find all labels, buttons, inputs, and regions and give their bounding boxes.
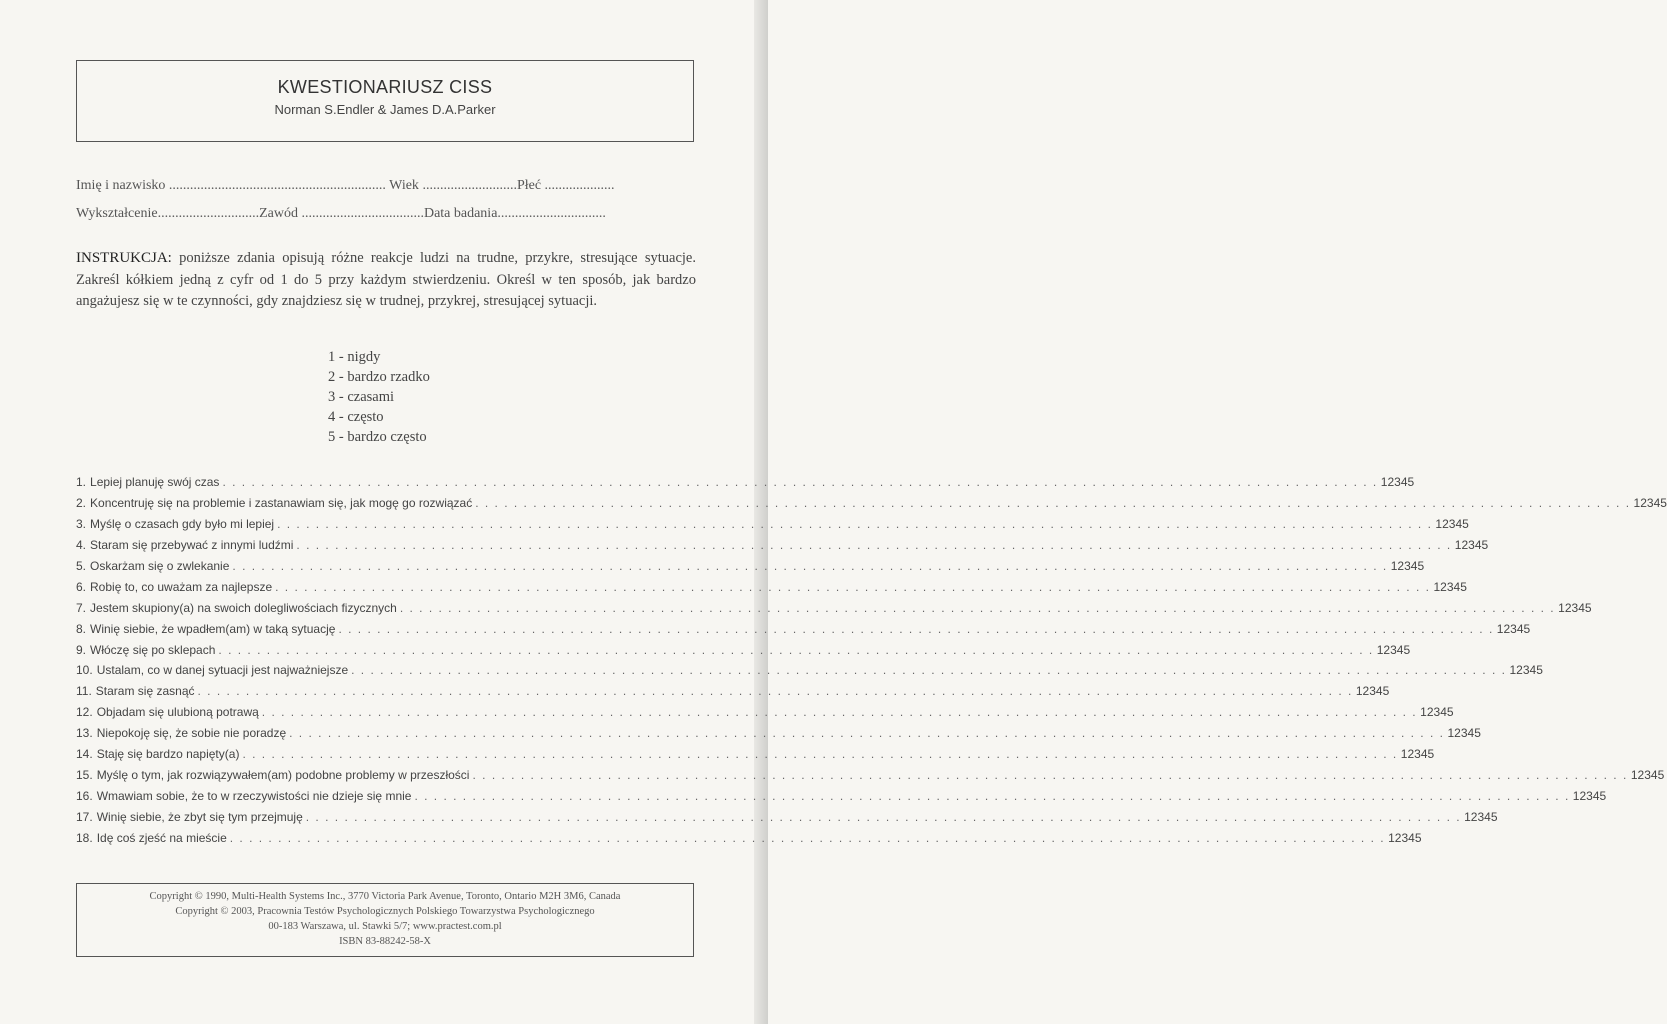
answer-option[interactable]: 1 (1435, 517, 1443, 532)
answer-options (1634, 496, 1667, 510)
question-text: Myślę o tym, jak rozwiązywałem(am) podobne problemy w przeszłości (96, 767, 470, 782)
answer-option[interactable]: 3 (1644, 767, 1651, 782)
answer-option[interactable]: 2 (1362, 684, 1370, 699)
answer-option[interactable]: 4 (1474, 538, 1482, 553)
answer-option[interactable]: 5 (1536, 663, 1543, 678)
question-item (76, 556, 1425, 577)
age-field[interactable]: ........................... (422, 178, 517, 193)
answer-option[interactable]: 2 (1397, 559, 1405, 573)
answer-option[interactable]: 2 (1640, 496, 1647, 511)
answer-option[interactable]: 3 (1446, 579, 1454, 594)
question-number: 16. (76, 788, 93, 803)
answer-option[interactable]: 4 (1516, 621, 1524, 636)
question-number: 15. (76, 767, 93, 782)
answer-option[interactable]: 1 (1447, 726, 1455, 741)
answer-option[interactable]: 5 (1474, 726, 1481, 741)
question-item (76, 806, 1498, 827)
answer-option[interactable]: 3 (1369, 684, 1376, 699)
question-text: Oskarżam się o zwlekanie (90, 559, 230, 573)
occupation-label: Zawód (259, 206, 298, 221)
answer-option[interactable]: 4 (1455, 517, 1463, 532)
answer-option[interactable]: 2 (1503, 621, 1511, 636)
form-row-2 (76, 206, 686, 222)
question-text: Robię to, co uważam za najlepsze (90, 579, 273, 594)
publisher-address: 00-183 Warszawa, ul. Stawki 5/7; www.practest.com.pl (268, 921, 502, 932)
answer-option[interactable]: 4 (1440, 705, 1447, 720)
question-text: Lepiej planuję swój czas (90, 475, 220, 490)
answer-option[interactable]: 4 (1396, 642, 1404, 657)
answer-option[interactable]: 5 (1584, 600, 1592, 615)
answer-option[interactable]: 5 (1417, 559, 1425, 573)
question-number: 11. (76, 684, 92, 699)
answer-option[interactable]: 4 (1408, 830, 1415, 845)
answer-option[interactable]: 3 (1522, 663, 1530, 678)
question-number: 4. (76, 538, 87, 553)
answer-option[interactable]: 4 (1375, 684, 1383, 699)
answer-option[interactable]: 2 (1564, 600, 1572, 615)
leader-dots: . . . . . . . . . . . . . . . . . . . . . . . . . . . . . . . . . . . . . . . . . . . . . . . . . . . . . . . . . . . . . . . . . . . . . . . . . . . . . . . . . . . . . . . . . . . . . . . . . . . . . . . . . . . . . . . . . . . . . . . . (275, 579, 1431, 594)
question-text: Koncentruję się na problemie i zastanawiam się, jak mogę go rozwiązać (90, 496, 473, 511)
question-number: 12. (76, 705, 93, 720)
answer-options (1391, 559, 1424, 573)
answer-option[interactable]: 3 (1646, 496, 1654, 511)
question-text: Niepokoję się, że sobie nie poradzę (96, 726, 287, 741)
answer-option[interactable]: 5 (1382, 684, 1390, 699)
question-text: Staram się przebywać z innymi ludźmi (90, 538, 294, 553)
answer-option[interactable]: 1 (1376, 642, 1384, 657)
answer-option[interactable]: 5 (1446, 705, 1454, 720)
occupation-field[interactable]: ................................... (301, 206, 424, 221)
scan-edge (754, 0, 768, 1024)
question-item (76, 597, 1592, 618)
answer-option[interactable]: 5 (1403, 642, 1411, 657)
answer-options (1497, 622, 1530, 636)
answer-option[interactable]: 5 (1660, 496, 1667, 511)
question-text: Wmawiam sobie, że to w rzeczywistości nie dzieje się mnie (96, 788, 412, 803)
question-item (76, 493, 1667, 514)
answer-option[interactable]: 2 (1442, 517, 1449, 532)
question-text: Ustalam, co w danej sytuacji jest najważniejsze (96, 663, 349, 678)
answer-option[interactable]: 2 (1387, 475, 1395, 490)
leader-dots: . . . . . . . . . . . . . . . . . . . . . . . . . . . . . . . . . . . . . . . . . . . . . . . . . . . . . . . . . . . . . . . . . . . . . . . . . . . . . . . . . . . . . . . . . . . . . . . . . . . . . . . . . . . . . . . . . . . . . . . . (338, 621, 1494, 636)
question-number: 6. (76, 579, 87, 594)
answer-options (1447, 726, 1480, 740)
answer-option[interactable]: 5 (1599, 788, 1607, 803)
form-row-1 (76, 178, 686, 194)
questionnaire-title: KWESTIONARIUSZ CISS (277, 77, 493, 97)
leader-dots: . . . . . . . . . . . . . . . . . . . . . . . . . . . . . . . . . . . . . . . . . . . . . . . . . . . . . . . . . . . . . . . . . . . . . . . . . . . . . . . . . . . . . . . . . . . . . . . . . . . . . . . . . . . . . . . . . . . . . . . . (399, 600, 1556, 615)
answer-option[interactable]: 4 (1420, 747, 1428, 762)
education-field[interactable]: ............................. (157, 206, 260, 221)
answer-option[interactable]: 1 (1400, 747, 1408, 762)
answer-options (1420, 705, 1453, 719)
question-item (76, 660, 1543, 681)
question-text: Jestem skupiony(a) na swoich dolegliwościach fizycznych (90, 600, 397, 615)
leader-dots: . . . . . . . . . . . . . . . . . . . . . . . . . . . . . . . . . . . . . . . . . . . . . . . . . . . . . . . . . . . . . . . . . . . . . . . . . . . . . . . . . . . . . . . . . . . . . . . . . . . . . . . . . . . . . . . . . . . . . . . . (222, 475, 1378, 490)
question-item (76, 514, 1469, 535)
answer-option[interactable]: 3 (1510, 621, 1517, 636)
question-number: 3. (76, 517, 87, 532)
leader-dots: . . . . . . . . . . . . . . . . . . . . . . . . . . . . . . . . . . . . . . . . . . . . . . . . . . . . . . . . . . . . . . . . . . . . . . . . . . . . . . . . . . . . . . . . . . . . . . . . . . . . . . . . . . . . . . . . . . . . . . . . (197, 684, 1353, 699)
question-item (76, 639, 1411, 660)
question-item (76, 744, 1435, 765)
leader-dots: . . . . . . . . . . . . . . . . . . . . . . . . . . . . . . . . . . . . . . . . . . . . . . . . . . . . . . . . . . . . . . . . . . . . . . . . . . . . . . . . . . . . . . . . . . . . . . . . . . . . . . . . . . . . . . . . . . . . . . . . (242, 747, 1398, 762)
answer-option[interactable]: 5 (1407, 475, 1415, 490)
answer-options (1433, 580, 1466, 594)
answer-option[interactable]: 5 (1414, 830, 1422, 845)
answer-options (1377, 643, 1410, 657)
answer-option[interactable]: 3 (1571, 600, 1579, 615)
answer-options (1558, 601, 1591, 615)
question-item (76, 827, 1422, 848)
question-item (76, 618, 1531, 639)
answer-option[interactable]: 4 (1653, 496, 1661, 511)
answer-option[interactable]: 1 (1355, 684, 1363, 699)
question-item (76, 702, 1454, 723)
leader-dots: . . . . . . . . . . . . . . . . . . . . . . . . . . . . . . . . . . . . . . . . . . . . . . . . . . . . . . . . . . . . . . . . . . . . . . . . . . . . . . . . . . . . . . . . . . . . . . . . . . . . . . . . . . . . . . . . . . . . . . . . (475, 496, 1631, 511)
answer-option[interactable]: 4 (1467, 726, 1475, 741)
leader-dots: . . . . . . . . . . . . . . . . . . . . . . . . . . . . . . . . . . . . . . . . . . . . . . . . . . . . . . . . . . . . . . . . . . . . . . . . . . . . . . . . . . . . . . . . . . . . . . . . . . . . . . . . . . . . . . . . . . . . . . . . (232, 559, 1388, 573)
answer-option[interactable]: 1 (1380, 475, 1388, 490)
answer-options (1401, 747, 1434, 761)
answer-option[interactable]: 3 (1448, 517, 1456, 532)
sex-field[interactable]: .................... (544, 178, 615, 193)
answer-option[interactable]: 2 (1394, 830, 1402, 845)
leader-dots: . . . . . . . . . . . . . . . . . . . . . . . . . . . . . . . . . . . . . . . . . . . . . . . . . . . . . . . . . . . . . . . . . . . . . . . . . . . . . . . . . . . . . . . . . . . . . . . . . . . . . . . . . . . . . . . . . . . . . . . . (229, 830, 1386, 845)
question-item (76, 681, 1390, 702)
question-item (76, 535, 1489, 556)
answer-option[interactable]: 2 (1516, 663, 1523, 678)
question-text: Staram się zasnąć (95, 684, 195, 699)
answer-option[interactable]: 4 (1453, 579, 1461, 594)
answer-option[interactable]: 4 (1529, 663, 1537, 678)
answer-option[interactable]: 2 (1426, 705, 1434, 720)
answer-option[interactable]: 5 (1481, 538, 1489, 553)
question-text: Idę coś zjeść na mieście (96, 830, 227, 845)
isbn: ISBN 83-88242-58-X (339, 936, 431, 947)
question-number: 9. (76, 642, 87, 657)
question-text: Włóczę się po sklepach (90, 642, 216, 657)
answer-option[interactable]: 1 (1464, 809, 1471, 824)
answer-options (1464, 810, 1497, 824)
answer-option[interactable]: 1 (1633, 496, 1641, 511)
answer-option[interactable]: 5 (1427, 747, 1435, 762)
answer-option[interactable]: 2 (1637, 767, 1645, 782)
answer-options (1435, 517, 1468, 531)
answer-options (1631, 768, 1664, 782)
answer-option[interactable]: 3 (1414, 747, 1421, 762)
header-box (76, 60, 694, 142)
leader-dots: . . . . . . . . . . . . . . . . . . . . . . . . . . . . . . . . . . . . . . . . . . . . . . . . . . . . . . . . . . . . . . . . . . . . . . . . . . . . . . . . . . . . . . . . . . . . . . . . . . . . . . . . . . . . . . . . . . . . . . . . (289, 726, 1445, 741)
answer-option[interactable]: 3 (1468, 538, 1475, 553)
question-number: 8. (76, 621, 87, 636)
answer-option[interactable]: 3 (1401, 830, 1409, 845)
answer-option[interactable]: 1 (1454, 538, 1462, 553)
leader-dots: . . . . . . . . . . . . . . . . . . . . . . . . . . . . . . . . . . . . . . . . . . . . . . . . . . . . . . . . . . . . . . . . . . . . . . . . . . . . . . . . . . . . . . . . . . . . . . . . . . . . . . . . . . . . . . . . . . . . . . . . (472, 767, 1628, 782)
scale-item: 2 - bardzo rzadko (328, 369, 430, 385)
question-number: 10. (76, 663, 93, 678)
answer-option[interactable]: 1 (1390, 559, 1398, 573)
question-item (76, 785, 1607, 806)
question-text: Winię siebie, że wpadłem(am) w taką sytuację (90, 621, 336, 636)
answer-option[interactable]: 4 (1592, 788, 1600, 803)
answer-option[interactable]: 2 (1470, 809, 1478, 824)
scale-item: 5 - bardzo często (328, 429, 427, 445)
question-list (76, 472, 1667, 848)
scale-item: 1 - nigdy (328, 349, 381, 365)
education-label: Wykształcenie (76, 206, 158, 221)
answer-option[interactable]: 5 (1462, 517, 1469, 532)
date-field[interactable]: ............................... (497, 206, 606, 221)
answer-option[interactable]: 2 (1454, 726, 1461, 741)
question-number: 17. (76, 809, 93, 824)
question-item (76, 576, 1467, 597)
question-item (76, 723, 1481, 744)
answer-option[interactable]: 2 (1461, 538, 1469, 553)
leader-dots: . . . . . . . . . . . . . . . . . . . . . . . . . . . . . . . . . . . . . . . . . . . . . . . . . . . . . . . . . . . . . . . . . . . . . . . . . . . . . . . . . . . . . . . . . . . . . . . . . . . . . . . . . . . . . . . . . . . . . . . . (414, 788, 1570, 803)
answer-option[interactable]: 1 (1496, 621, 1504, 636)
answer-options (1509, 663, 1542, 677)
answer-option[interactable]: 5 (1657, 767, 1665, 782)
answer-option[interactable]: 2 (1383, 642, 1391, 657)
question-text: Winię siebie, że zbyt się tym przejmuję (96, 809, 303, 824)
answer-option[interactable]: 3 (1394, 475, 1401, 490)
leader-dots: . . . . . . . . . . . . . . . . . . . . . . . . . . . . . . . . . . . . . . . . . . . . . . . . . . . . . . . . . . . . . . . . . . . . . . . . . . . . . . . . . . . . . . . . . . . . . . . . . . . . . . . . . . . . . . . . . . . . . . . . (261, 705, 1418, 720)
answer-option[interactable]: 4 (1578, 600, 1585, 615)
answer-options (1573, 789, 1606, 803)
answer-option[interactable]: 3 (1460, 726, 1468, 741)
answer-option[interactable]: 1 (1388, 830, 1395, 845)
sex-label: Płeć (516, 178, 542, 193)
age-label: Wiek (389, 178, 419, 193)
answer-option[interactable]: 4 (1650, 767, 1658, 782)
answer-option[interactable]: 2 (1440, 579, 1447, 594)
leader-dots: . . . . . . . . . . . . . . . . . . . . . . . . . . . . . . . . . . . . . . . . . . . . . . . . . . . . . . . . . . . . . . . . . . . . . . . . . . . . . . . . . . . . . . . . . . . . . . . . . . . . . . . . . . . . . . . . . . . . . . . . (305, 809, 1462, 824)
answer-option[interactable]: 5 (1490, 809, 1498, 824)
question-item (76, 472, 1415, 493)
answer-option[interactable]: 5 (1460, 579, 1467, 594)
answer-option[interactable]: 4 (1484, 809, 1491, 824)
answer-option[interactable]: 2 (1579, 788, 1587, 803)
answer-option[interactable]: 3 (1433, 705, 1441, 720)
answer-option[interactable]: 1 (1558, 600, 1565, 615)
scale-item: 4 - często (328, 409, 384, 425)
instructions (76, 248, 696, 313)
name-label: Imię i nazwisko (76, 178, 166, 193)
answer-option[interactable]: 1 (1630, 767, 1638, 782)
answer-option[interactable]: 3 (1586, 788, 1593, 803)
question-number: 18. (76, 830, 93, 845)
answer-option[interactable]: 3 (1477, 809, 1485, 824)
leader-dots: . . . . . . . . . . . . . . . . . . . . . . . . . . . . . . . . . . . . . . . . . . . . . . . . . . . . . . . . . . . . . . . . . . . . . . . . . . . . . . . . . . . . . . . . . . . . . . . . . . . . . . . . . . . . . . . . . . . . . . . . (218, 642, 1374, 657)
question-text: Myślę o czasach gdy było mi lepiej (90, 517, 275, 532)
answer-option[interactable]: 2 (1407, 747, 1415, 762)
answer-option[interactable]: 5 (1523, 621, 1531, 636)
question-number: 1. (76, 475, 87, 490)
answer-option[interactable]: 4 (1410, 559, 1418, 573)
instructions-heading: INSTRUKCJA: (76, 250, 172, 266)
answer-scale (328, 347, 430, 447)
answer-option[interactable]: 1 (1509, 663, 1517, 678)
question-text: Staję się bardzo napięty(a) (96, 747, 240, 762)
answer-option[interactable]: 3 (1390, 642, 1397, 657)
copyright-line-2: Copyright © 2003, Pracownia Testów Psychologicznych Polskiego Towarzystwa Psychologicznego (175, 906, 595, 917)
answer-option[interactable]: 1 (1420, 705, 1427, 720)
answer-options (1455, 538, 1488, 552)
answer-option[interactable]: 3 (1404, 559, 1411, 573)
question-number: 7. (76, 600, 87, 615)
instructions-text: poniższe zdania opisują różne reakcje ludzi na trudne, przykre, stresujące sytuacje. Zakreśl kółkiem jedną z cyfr od 1 do 5 przy każdym stwierdzeniu. Określ w ten sposób, jak bardzo angażujesz się w te czynności, gdy znajdziesz się w trudnej, przykrej, stresującej sytuacji. (76, 250, 696, 309)
answer-options (1388, 831, 1421, 845)
answer-option[interactable]: 1 (1572, 788, 1580, 803)
answer-options (1381, 475, 1414, 489)
name-field[interactable]: .............................................................. (168, 178, 386, 193)
leader-dots: . . . . . . . . . . . . . . . . . . . . . . . . . . . . . . . . . . . . . . . . . . . . . . . . . . . . . . . . . . . . . . . . . . . . . . . . . . . . . . . . . . . . . . . . . . . . . . . . . . . . . . . . . . . . . . . . . . . . . . . . (351, 663, 1507, 678)
answer-options (1356, 684, 1389, 698)
question-item (76, 764, 1665, 785)
question-text: Objadam się ulubioną potrawą (96, 705, 259, 720)
leader-dots: . . . . . . . . . . . . . . . . . . . . . . . . . . . . . . . . . . . . . . . . . . . . . . . . . . . . . . . . . . . . . . . . . . . . . . . . . . . . . . . . . . . . . . . . . . . . . . . . . . . . . . . . . . . . . . . . . . . . . . . . (277, 517, 1433, 532)
question-number: 5. (76, 559, 87, 573)
question-number: 2. (76, 496, 87, 511)
copyright-line-1: Copyright © 1990, Multi-Health Systems Inc., 3770 Victoria Park Avenue, Toronto, Ontario M2H 3M6, Canada (149, 891, 621, 902)
copyright-box (76, 883, 694, 957)
scale-item: 3 - czasami (328, 389, 395, 405)
leader-dots: . . . . . . . . . . . . . . . . . . . . . . . . . . . . . . . . . . . . . . . . . . . . . . . . . . . . . . . . . . . . . . . . . . . . . . . . . . . . . . . . . . . . . . . . . . . . . . . . . . . . . . . . . . . . . . . . . . . . . . . . (296, 538, 1452, 553)
date-label: Data badania (423, 206, 498, 221)
authors: Norman S.Endler & James D.A.Parker (274, 102, 496, 117)
answer-option[interactable]: 4 (1400, 475, 1408, 490)
answer-option[interactable]: 1 (1433, 579, 1441, 594)
question-number: 13. (76, 726, 93, 741)
question-number: 14. (76, 747, 93, 762)
